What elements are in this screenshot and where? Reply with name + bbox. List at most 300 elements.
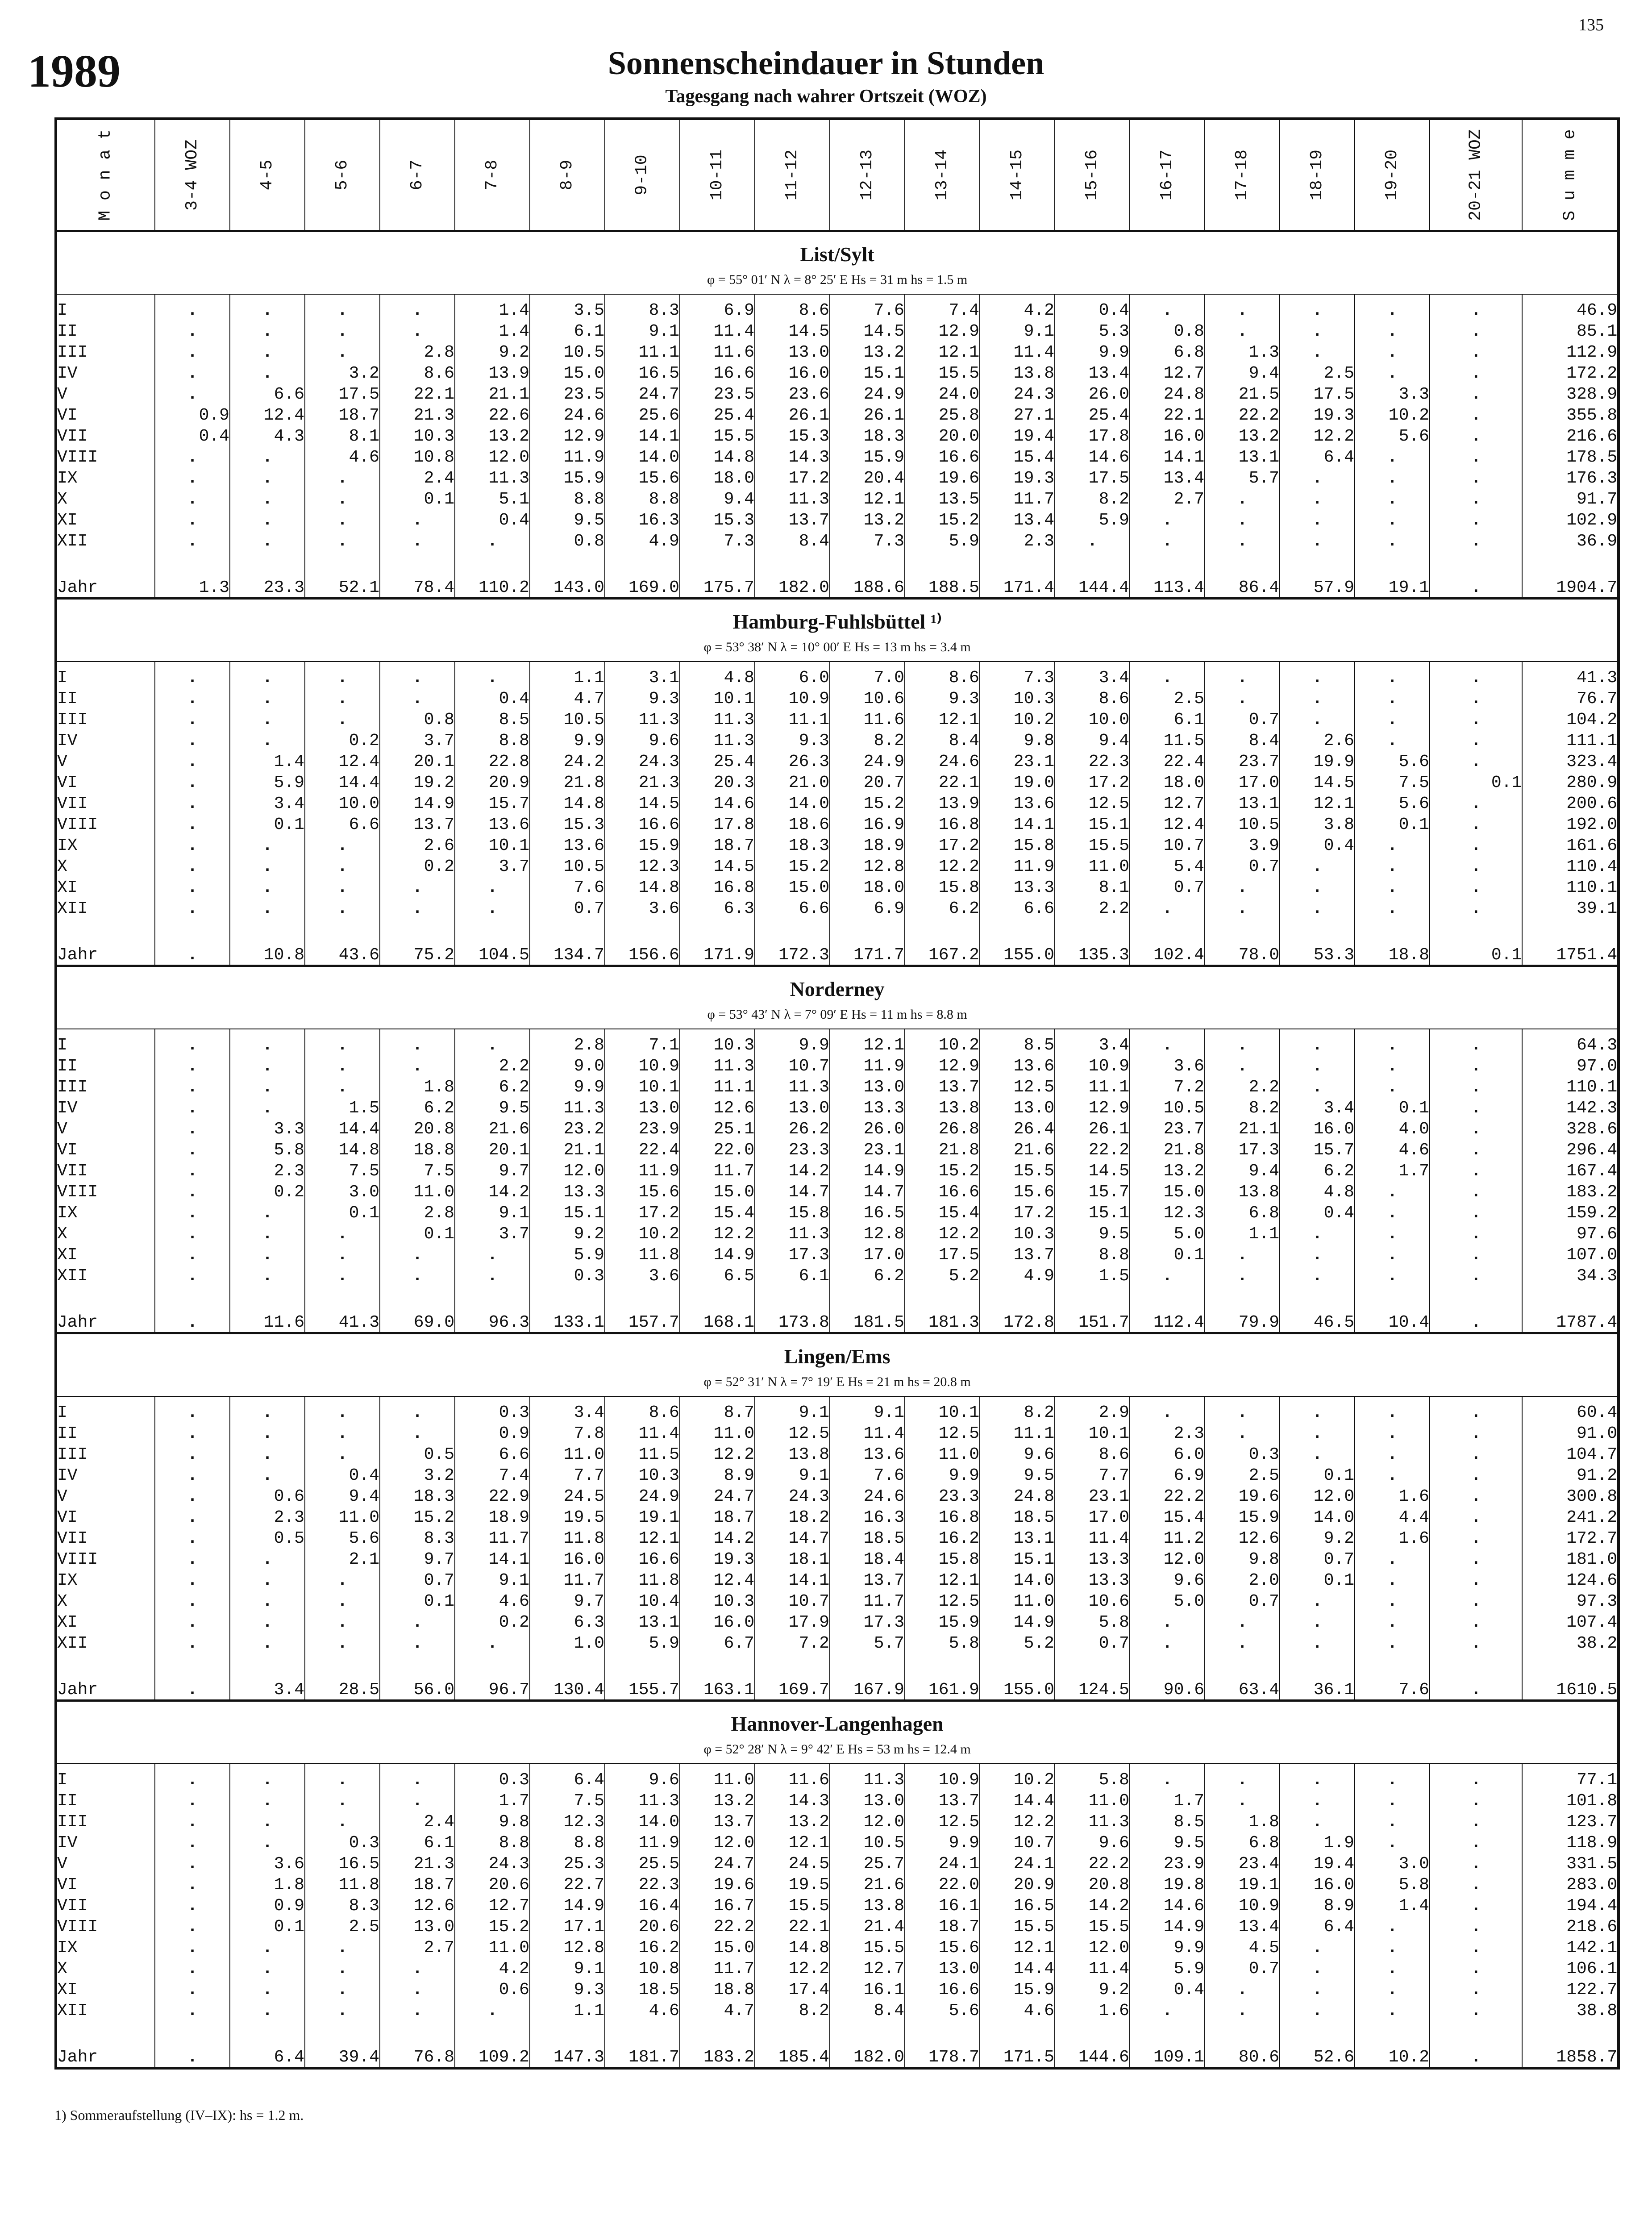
hour-value-cell: 18.7 bbox=[380, 1874, 455, 1895]
hour-value-cell: . bbox=[1280, 1444, 1355, 1465]
spacer-cell bbox=[605, 294, 680, 300]
hour-value-cell: . bbox=[155, 856, 230, 877]
hour-value-cell: . bbox=[1355, 1612, 1430, 1633]
month-label: VII bbox=[56, 1528, 155, 1549]
month-sum-cell: 107.4 bbox=[1522, 1612, 1619, 1633]
month-row bbox=[56, 1507, 1619, 1528]
month-label: II bbox=[56, 688, 155, 709]
hour-value-cell: 27.1 bbox=[980, 405, 1055, 426]
hour-value-cell: . bbox=[155, 1832, 230, 1853]
hour-value-cell: 0.2 bbox=[305, 730, 380, 751]
year-value-cell: 75.2 bbox=[380, 937, 455, 966]
month-sum-cell: 107.0 bbox=[1522, 1245, 1619, 1266]
hour-value-cell: 9.2 bbox=[1280, 1528, 1355, 1549]
hour-value-cell: 10.6 bbox=[1055, 1591, 1130, 1612]
month-row bbox=[56, 1119, 1619, 1140]
spacer-cell bbox=[56, 1029, 155, 1035]
month-sum-cell: 328.6 bbox=[1522, 1119, 1619, 1140]
hour-value-cell: . bbox=[1205, 510, 1280, 531]
hour-value-cell: 22.1 bbox=[1130, 405, 1205, 426]
hour-value-cell: 12.0 bbox=[680, 1832, 755, 1853]
station-title-row bbox=[56, 599, 1619, 634]
spacer-cell bbox=[1055, 294, 1130, 300]
month-sum-cell: 142.3 bbox=[1522, 1098, 1619, 1119]
hour-value-cell: 11.6 bbox=[680, 342, 755, 363]
hour-value-cell: 12.2 bbox=[905, 856, 980, 877]
hour-value-cell: . bbox=[155, 1203, 230, 1224]
hour-value-cell: 5.2 bbox=[980, 1633, 1055, 1654]
month-row bbox=[56, 426, 1619, 447]
month-sum-cell: 91.0 bbox=[1522, 1423, 1619, 1444]
hour-value-cell: 12.2 bbox=[980, 1811, 1055, 1832]
hour-value-cell: . bbox=[1430, 835, 1522, 856]
month-label: VI bbox=[56, 772, 155, 793]
hour-value-cell: . bbox=[1205, 300, 1280, 321]
hour-value-cell: . bbox=[1205, 1035, 1280, 1056]
hour-value-cell: . bbox=[380, 1266, 455, 1287]
year-value-cell: 171.4 bbox=[980, 570, 1055, 599]
month-sum-cell: 172.7 bbox=[1522, 1528, 1619, 1549]
spacer-cell bbox=[455, 1764, 530, 1770]
hour-value-cell: 8.6 bbox=[1055, 688, 1130, 709]
hour-value-cell: . bbox=[1430, 1119, 1522, 1140]
hour-value-cell: 2.5 bbox=[1205, 1465, 1280, 1486]
year-total-row bbox=[56, 937, 1619, 966]
hour-value-cell: . bbox=[155, 667, 230, 688]
spacer-row bbox=[56, 1029, 1619, 1035]
month-row bbox=[56, 1465, 1619, 1486]
hour-value-cell: 14.4 bbox=[305, 772, 380, 793]
hour-value-cell: 2.0 bbox=[1205, 1570, 1280, 1591]
spacer-cell bbox=[1355, 662, 1430, 667]
hour-value-cell: . bbox=[1430, 405, 1522, 426]
station-title-row bbox=[56, 1701, 1619, 1736]
hour-value-cell: 17.3 bbox=[830, 1612, 905, 1633]
month-label: VI bbox=[56, 1874, 155, 1895]
hour-value-cell: 21.3 bbox=[380, 1853, 455, 1874]
year-value-cell: . bbox=[155, 2039, 230, 2068]
month-row bbox=[56, 1486, 1619, 1507]
hour-value-cell: 14.6 bbox=[1130, 1895, 1205, 1916]
hour-value-cell: 11.7 bbox=[530, 1570, 605, 1591]
hour-value-cell: 19.6 bbox=[1205, 1486, 1280, 1507]
year-sum-cell: 1904.7 bbox=[1522, 570, 1619, 599]
hour-value-cell: 4.9 bbox=[980, 1266, 1055, 1287]
hour-value-cell: . bbox=[455, 1245, 530, 1266]
hour-value-cell: 14.9 bbox=[980, 1612, 1055, 1633]
hour-value-cell: 11.4 bbox=[980, 342, 1055, 363]
spacer-cell bbox=[380, 294, 455, 300]
hour-value-cell: 23.9 bbox=[605, 1119, 680, 1140]
hour-value-cell: 19.3 bbox=[980, 468, 1055, 489]
hour-value-cell: . bbox=[1355, 856, 1430, 877]
footnote: 1) Sommeraufstellung (IV–IX): hs = 1.2 m. bbox=[54, 2107, 304, 2123]
hour-value-cell: . bbox=[1430, 1811, 1522, 1832]
month-row bbox=[56, 1874, 1619, 1895]
hour-value-cell: 7.2 bbox=[755, 1633, 830, 1654]
spacer-cell bbox=[605, 919, 680, 937]
year-value-cell: 169.7 bbox=[755, 1672, 830, 1701]
hour-value-cell: 17.4 bbox=[755, 1979, 830, 2000]
spacer-cell bbox=[680, 2021, 755, 2039]
hour-value-cell: . bbox=[1430, 531, 1522, 552]
hour-value-cell: . bbox=[1430, 1853, 1522, 1874]
hour-value-cell: 2.9 bbox=[1055, 1402, 1130, 1423]
spacer-cell bbox=[680, 294, 755, 300]
spacer-cell bbox=[1205, 1654, 1280, 1672]
year-total-row bbox=[56, 1304, 1619, 1333]
hour-value-cell: 4.8 bbox=[680, 667, 755, 688]
hour-value-cell: . bbox=[155, 1077, 230, 1098]
hour-value-cell: . bbox=[1280, 688, 1355, 709]
hour-value-cell: 24.6 bbox=[830, 1486, 905, 1507]
hour-value-cell: 1.4 bbox=[455, 300, 530, 321]
hour-value-cell: 10.0 bbox=[1055, 709, 1130, 730]
hour-value-cell: 6.2 bbox=[380, 1098, 455, 1119]
hour-value-cell: 5.0 bbox=[1130, 1591, 1205, 1612]
hour-value-cell: 12.5 bbox=[905, 1423, 980, 1444]
hour-value-cell: 3.7 bbox=[380, 730, 455, 751]
hour-value-cell: 13.5 bbox=[905, 489, 980, 510]
hour-value-cell: 11.9 bbox=[530, 447, 605, 468]
hour-value-cell: 19.1 bbox=[605, 1507, 680, 1528]
hour-value-cell: 11.4 bbox=[680, 321, 755, 342]
hour-value-cell: 6.3 bbox=[530, 1612, 605, 1633]
spacer-cell bbox=[380, 1396, 455, 1402]
spacer-cell bbox=[680, 662, 755, 667]
station-title-row bbox=[56, 231, 1619, 267]
month-sum-cell: 192.0 bbox=[1522, 814, 1619, 835]
hour-value-cell: 13.2 bbox=[455, 426, 530, 447]
hour-value-cell: 15.2 bbox=[830, 793, 905, 814]
spacer-cell bbox=[230, 662, 305, 667]
hour-value-cell: . bbox=[455, 1633, 530, 1654]
hour-value-cell: 12.2 bbox=[1280, 426, 1355, 447]
hour-value-cell: 16.5 bbox=[605, 363, 680, 384]
hour-value-cell: . bbox=[155, 1549, 230, 1570]
column-header bbox=[230, 119, 305, 231]
hour-value-cell: 13.6 bbox=[455, 814, 530, 835]
hour-value-cell: 13.4 bbox=[980, 510, 1055, 531]
spacer-row bbox=[56, 919, 1619, 937]
hour-value-cell: . bbox=[230, 688, 305, 709]
hour-value-cell: . bbox=[1430, 489, 1522, 510]
hour-value-cell: . bbox=[305, 898, 380, 919]
hour-value-cell: 21.6 bbox=[830, 1874, 905, 1895]
year-value-cell: 182.0 bbox=[830, 2039, 905, 2068]
spacer-cell bbox=[980, 1764, 1055, 1770]
month-sum-cell: 183.2 bbox=[1522, 1182, 1619, 1203]
hour-value-cell: 5.9 bbox=[530, 1245, 605, 1266]
hour-value-cell: . bbox=[1055, 531, 1130, 552]
hour-value-cell: . bbox=[230, 1077, 305, 1098]
column-header bbox=[905, 119, 980, 231]
year-value-cell: 157.7 bbox=[605, 1304, 680, 1333]
hour-value-cell: 14.9 bbox=[530, 1895, 605, 1916]
month-label: VIII bbox=[56, 447, 155, 468]
hour-value-cell: 7.0 bbox=[830, 667, 905, 688]
hour-value-cell: . bbox=[155, 2000, 230, 2021]
month-label: VI bbox=[56, 1507, 155, 1528]
year-value-cell: 96.7 bbox=[455, 1672, 530, 1701]
hour-value-cell: . bbox=[1355, 1245, 1430, 1266]
month-label: VIII bbox=[56, 814, 155, 835]
hour-value-cell: 12.4 bbox=[230, 405, 305, 426]
month-row bbox=[56, 363, 1619, 384]
spacer-cell bbox=[455, 1396, 530, 1402]
hour-value-cell: 10.9 bbox=[1205, 1895, 1280, 1916]
spacer-cell bbox=[605, 1764, 680, 1770]
month-sum-cell: 159.2 bbox=[1522, 1203, 1619, 1224]
hour-value-cell: 23.5 bbox=[530, 384, 605, 405]
hour-value-cell: 14.9 bbox=[830, 1161, 905, 1182]
hour-value-cell: 18.5 bbox=[605, 1979, 680, 2000]
hour-value-cell: 16.6 bbox=[905, 447, 980, 468]
hour-value-cell: 1.7 bbox=[1130, 1791, 1205, 1811]
month-sum-cell: 110.1 bbox=[1522, 877, 1619, 898]
year-sum-cell: 1858.7 bbox=[1522, 2039, 1619, 2068]
spacer-cell bbox=[680, 552, 755, 570]
hour-value-cell: 8.2 bbox=[1055, 489, 1130, 510]
year-label: Jahr bbox=[56, 937, 155, 966]
hour-value-cell: 0.7 bbox=[1205, 856, 1280, 877]
hour-value-cell: 8.4 bbox=[755, 531, 830, 552]
month-sum-cell: 91.7 bbox=[1522, 489, 1619, 510]
hour-value-cell: . bbox=[380, 1423, 455, 1444]
hour-value-cell: 21.8 bbox=[1130, 1140, 1205, 1161]
spacer-cell bbox=[905, 1764, 980, 1770]
spacer-cell bbox=[755, 1764, 830, 1770]
spacer-cell bbox=[56, 1287, 155, 1304]
hour-value-cell: 13.7 bbox=[830, 1570, 905, 1591]
month-row bbox=[56, 447, 1619, 468]
spacer-cell bbox=[155, 552, 230, 570]
hour-value-cell: . bbox=[230, 2000, 305, 2021]
hour-value-cell: . bbox=[1430, 1161, 1522, 1182]
column-header-label: 9-10 bbox=[633, 154, 652, 196]
hour-value-cell: 11.6 bbox=[755, 1770, 830, 1791]
hour-value-cell: . bbox=[1280, 1056, 1355, 1077]
hour-value-cell: 24.1 bbox=[980, 1853, 1055, 1874]
hour-value-cell: 6.8 bbox=[1205, 1203, 1280, 1224]
spacer-cell bbox=[1130, 1764, 1205, 1770]
hour-value-cell: 12.5 bbox=[755, 1423, 830, 1444]
hour-value-cell: . bbox=[380, 510, 455, 531]
month-row bbox=[56, 1402, 1619, 1423]
year-value-cell: 76.8 bbox=[380, 2039, 455, 2068]
hour-value-cell: 16.6 bbox=[680, 363, 755, 384]
spacer-cell bbox=[305, 1029, 380, 1035]
hour-value-cell: 3.6 bbox=[1130, 1056, 1205, 1077]
year-value-cell: . bbox=[155, 937, 230, 966]
month-sum-cell: 216.6 bbox=[1522, 426, 1619, 447]
hour-value-cell: 13.8 bbox=[1205, 1182, 1280, 1203]
hour-value-cell: . bbox=[380, 1402, 455, 1423]
hour-value-cell: . bbox=[230, 856, 305, 877]
spacer-cell bbox=[1055, 1654, 1130, 1672]
month-row bbox=[56, 321, 1619, 342]
hour-value-cell: 9.1 bbox=[980, 321, 1055, 342]
hour-value-cell: 15.6 bbox=[905, 1937, 980, 1958]
hour-value-cell: 8.1 bbox=[305, 426, 380, 447]
hour-value-cell: 1.3 bbox=[1205, 342, 1280, 363]
hour-value-cell: . bbox=[155, 1874, 230, 1895]
month-row bbox=[56, 667, 1619, 688]
hour-value-cell: 8.1 bbox=[1055, 877, 1130, 898]
spacer-cell bbox=[980, 2021, 1055, 2039]
spacer-cell bbox=[380, 552, 455, 570]
spacer-cell bbox=[305, 1654, 380, 1672]
spacer-cell bbox=[1355, 2021, 1430, 2039]
spacer-cell bbox=[230, 1029, 305, 1035]
hour-value-cell: 14.2 bbox=[455, 1182, 530, 1203]
month-sum-cell: 104.7 bbox=[1522, 1444, 1619, 1465]
hour-value-cell: 11.9 bbox=[605, 1832, 680, 1853]
hour-value-cell: 8.5 bbox=[455, 709, 530, 730]
hour-value-cell: . bbox=[380, 1633, 455, 1654]
hour-value-cell: 15.2 bbox=[905, 1161, 980, 1182]
hour-value-cell: 6.2 bbox=[455, 1077, 530, 1098]
hour-value-cell: 9.0 bbox=[530, 1056, 605, 1077]
spacer-cell bbox=[680, 919, 755, 937]
hour-value-cell: 13.8 bbox=[905, 1098, 980, 1119]
hour-value-cell: . bbox=[1355, 531, 1430, 552]
spacer-cell bbox=[530, 662, 605, 667]
hour-value-cell: . bbox=[1355, 342, 1430, 363]
month-sum-cell: 60.4 bbox=[1522, 1402, 1619, 1423]
hour-value-cell: 10.9 bbox=[605, 1056, 680, 1077]
month-label: IV bbox=[56, 1465, 155, 1486]
hour-value-cell: . bbox=[1430, 898, 1522, 919]
hour-value-cell: . bbox=[1280, 1591, 1355, 1612]
hour-value-cell: . bbox=[155, 877, 230, 898]
hour-value-cell: 11.9 bbox=[605, 1161, 680, 1182]
hour-value-cell: . bbox=[1280, 1245, 1355, 1266]
hour-value-cell: 2.2 bbox=[1205, 1077, 1280, 1098]
hour-value-cell: . bbox=[155, 772, 230, 793]
hour-value-cell: 14.0 bbox=[980, 1570, 1055, 1591]
spacer-cell bbox=[305, 552, 380, 570]
hour-value-cell: . bbox=[380, 877, 455, 898]
hour-value-cell: 12.8 bbox=[830, 1224, 905, 1245]
year-value-cell: 151.7 bbox=[1055, 1304, 1130, 1333]
hour-value-cell: 24.8 bbox=[1130, 384, 1205, 405]
station-name: Lingen/Ems bbox=[56, 1333, 1619, 1369]
hour-value-cell: 1.9 bbox=[1280, 1832, 1355, 1853]
hour-value-cell: 15.5 bbox=[755, 1895, 830, 1916]
hour-value-cell: 10.1 bbox=[905, 1402, 980, 1423]
hour-value-cell: . bbox=[1205, 1791, 1280, 1811]
hour-value-cell: 9.3 bbox=[530, 1979, 605, 2000]
hour-value-cell: . bbox=[1355, 667, 1430, 688]
month-row bbox=[56, 1770, 1619, 1791]
spacer-cell bbox=[305, 294, 380, 300]
hour-value-cell: 14.8 bbox=[605, 877, 680, 898]
hour-value-cell: 12.9 bbox=[530, 426, 605, 447]
hour-value-cell: . bbox=[305, 1633, 380, 1654]
hour-value-cell: 8.6 bbox=[380, 363, 455, 384]
hour-value-cell: 2.8 bbox=[380, 342, 455, 363]
year-value-cell: 28.5 bbox=[305, 1672, 380, 1701]
hour-value-cell: 20.7 bbox=[830, 772, 905, 793]
hour-value-cell: 23.1 bbox=[980, 751, 1055, 772]
spacer-row bbox=[56, 294, 1619, 300]
hour-value-cell: 22.1 bbox=[755, 1916, 830, 1937]
hour-value-cell: 0.9 bbox=[455, 1423, 530, 1444]
hour-value-cell: . bbox=[305, 1612, 380, 1633]
hour-value-cell: 19.5 bbox=[755, 1874, 830, 1895]
hour-value-cell: 0.3 bbox=[530, 1266, 605, 1287]
hour-value-cell: . bbox=[155, 1140, 230, 1161]
hour-value-cell: 3.0 bbox=[1355, 1853, 1430, 1874]
hour-value-cell: . bbox=[1430, 510, 1522, 531]
hour-value-cell: . bbox=[155, 468, 230, 489]
hour-value-cell: . bbox=[1205, 1979, 1280, 2000]
spacer-cell bbox=[1130, 662, 1205, 667]
hour-value-cell: 13.1 bbox=[1205, 447, 1280, 468]
year-value-cell: 168.1 bbox=[680, 1304, 755, 1333]
month-sum-cell: 328.9 bbox=[1522, 384, 1619, 405]
hour-value-cell: 13.2 bbox=[830, 342, 905, 363]
hour-value-cell: 18.3 bbox=[380, 1486, 455, 1507]
hour-value-cell: . bbox=[1355, 1791, 1430, 1811]
hour-value-cell: 14.6 bbox=[680, 793, 755, 814]
hour-value-cell: . bbox=[1205, 321, 1280, 342]
hour-value-cell: . bbox=[230, 667, 305, 688]
hour-value-cell: 20.6 bbox=[605, 1916, 680, 1937]
hour-value-cell: 15.5 bbox=[905, 363, 980, 384]
month-row bbox=[56, 1161, 1619, 1182]
station-params: φ = 55° 01′ N λ = 8° 25′ E Hs = 31 m hs = 1.5 m bbox=[56, 266, 1619, 294]
hour-value-cell: 9.2 bbox=[455, 342, 530, 363]
hour-value-cell: . bbox=[230, 447, 305, 468]
hour-value-cell: 16.5 bbox=[980, 1895, 1055, 1916]
month-sum-cell: 85.1 bbox=[1522, 321, 1619, 342]
hour-value-cell: . bbox=[1355, 1633, 1430, 1654]
station-title-row bbox=[56, 966, 1619, 1001]
month-label: V bbox=[56, 1119, 155, 1140]
hour-value-cell: . bbox=[230, 1633, 305, 1654]
hour-value-cell: 15.6 bbox=[980, 1182, 1055, 1203]
hour-value-cell: 11.0 bbox=[455, 1937, 530, 1958]
hour-value-cell: 11.8 bbox=[605, 1570, 680, 1591]
month-sum-cell: 142.1 bbox=[1522, 1937, 1619, 1958]
hour-value-cell: 11.3 bbox=[680, 730, 755, 751]
hour-value-cell: 22.1 bbox=[905, 772, 980, 793]
hour-value-cell: 11.4 bbox=[1055, 1958, 1130, 1979]
month-label: XI bbox=[56, 1612, 155, 1633]
hour-value-cell: 17.0 bbox=[1205, 772, 1280, 793]
hour-value-cell: 8.6 bbox=[755, 300, 830, 321]
hour-value-cell: 23.5 bbox=[680, 384, 755, 405]
spacer-cell bbox=[1055, 662, 1130, 667]
year-value-cell: 110.2 bbox=[455, 570, 530, 599]
spacer-cell bbox=[455, 662, 530, 667]
spacer-cell bbox=[1205, 1396, 1280, 1402]
spacer-cell bbox=[755, 1029, 830, 1035]
hour-value-cell: 6.1 bbox=[755, 1266, 830, 1287]
column-header-label: 11-12 bbox=[782, 149, 802, 201]
spacer-row bbox=[56, 1764, 1619, 1770]
hour-value-cell: . bbox=[305, 2000, 380, 2021]
hour-value-cell: 12.3 bbox=[605, 856, 680, 877]
hour-value-cell: . bbox=[1280, 1423, 1355, 1444]
hour-value-cell: 11.1 bbox=[755, 709, 830, 730]
hour-value-cell: 10.3 bbox=[680, 1591, 755, 1612]
hour-value-cell: 14.5 bbox=[755, 321, 830, 342]
hour-value-cell: 4.6 bbox=[455, 1591, 530, 1612]
hour-value-cell: . bbox=[155, 793, 230, 814]
